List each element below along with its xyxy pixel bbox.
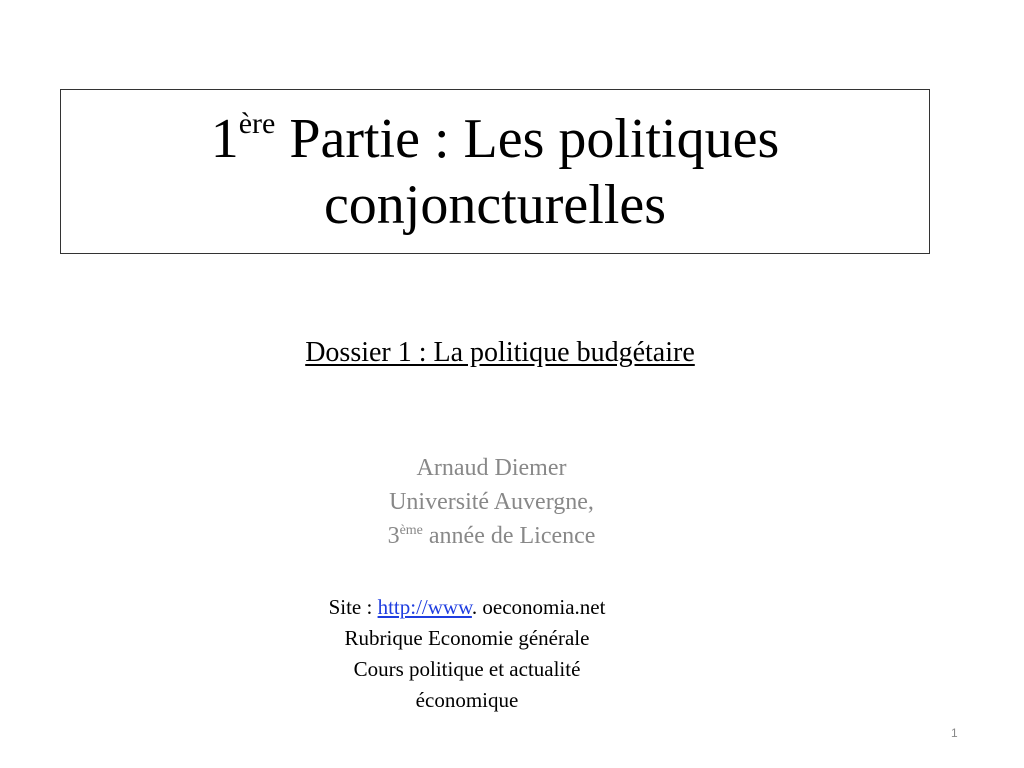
site-rubric: Rubrique Economie générale [344, 626, 590, 650]
title-rest: Partie : Les politiques [275, 107, 780, 170]
site-suffix: . oeconomia.net [471, 595, 606, 619]
title-line-1 [211, 106, 780, 172]
subtitle: Dossier 1 : La politique budgétaire [305, 337, 695, 368]
site-block [0, 592, 934, 716]
page-number: 1 [951, 726, 958, 740]
year-number: 3 [387, 523, 400, 549]
site-line [0, 592, 934, 623]
author-year [0, 519, 983, 553]
year-rest: année de Licence [422, 523, 596, 549]
title-line-2: conjoncturelles [323, 173, 667, 236]
year-superscript: ème [399, 523, 423, 538]
site-link[interactable]: http://www [377, 595, 472, 619]
title-superscript: ère [238, 106, 276, 140]
author-university: Université Auvergne, [389, 489, 594, 515]
site-course-line-1: Cours politique et actualité [353, 657, 581, 681]
title-number: 1 [210, 107, 239, 170]
author-name: Arnaud Diemer [416, 455, 567, 481]
site-course-line-2: économique [415, 688, 519, 712]
author-block [0, 451, 983, 553]
site-prefix: Site : [328, 595, 378, 619]
title-box [60, 89, 930, 254]
